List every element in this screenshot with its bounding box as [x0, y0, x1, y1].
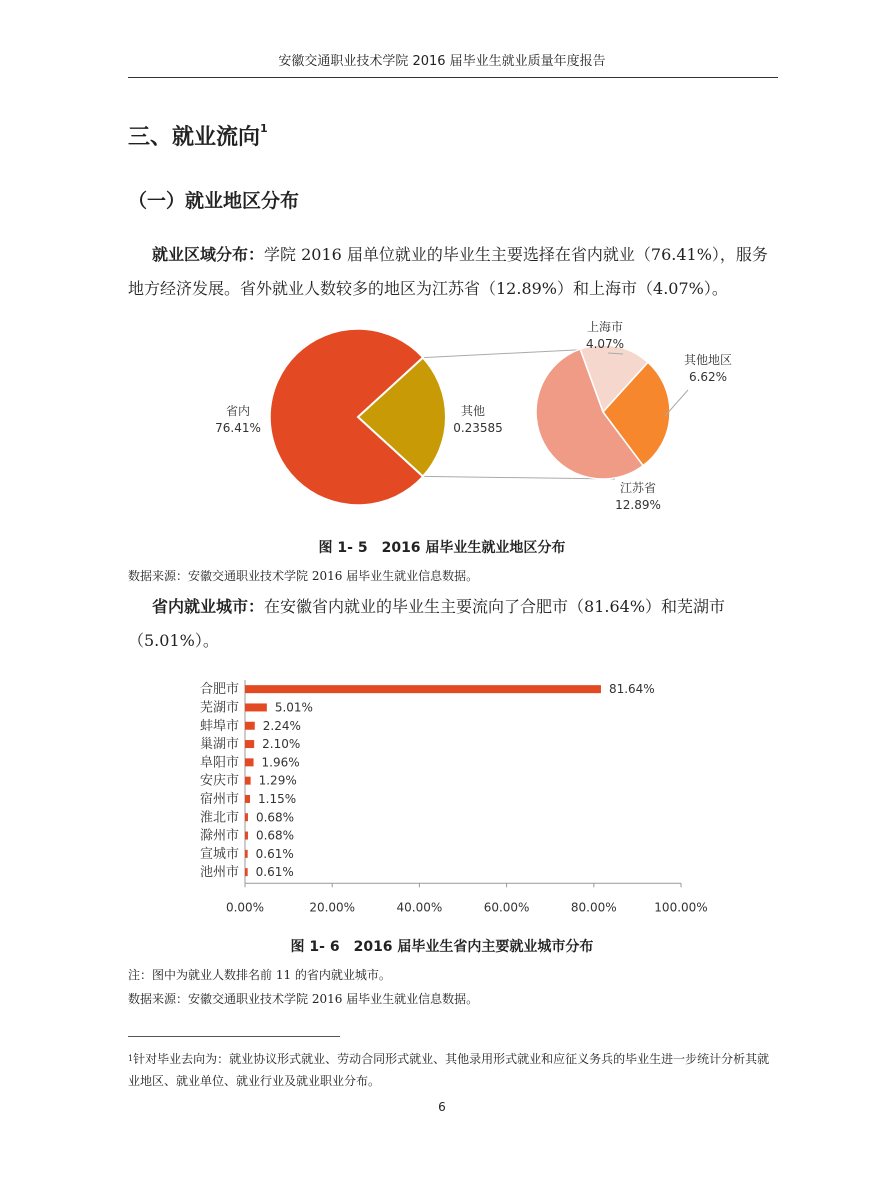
bar-category-label: 宣城市	[199, 846, 239, 862]
section-title: 三、就业流向$^1$	[128, 122, 268, 150]
bar-value-label: 1.29%	[258, 773, 297, 788]
city-bar-chart	[180, 674, 720, 914]
pie-label-other-regions: 其他地区	[683, 353, 733, 367]
x-tick-label: 100.00%	[654, 900, 708, 914]
x-tick-label: 0.00%	[225, 900, 265, 914]
x-tick-label: 80.00%	[570, 900, 617, 914]
pie-value-jiangsu: 12.89%	[615, 498, 661, 512]
bar-category-label: 蚌埠市	[199, 718, 239, 734]
pie-label-shanghai: 上海市	[586, 320, 624, 334]
x-tick-label: 60.00%	[483, 900, 530, 914]
pie-label-provincial: 省内	[225, 404, 251, 418]
paragraph-label: 就业区域分布：	[152, 245, 265, 264]
bar-value-label: 2.24%	[262, 718, 301, 733]
bar-category-label: 滁州市	[199, 828, 239, 844]
bar-value-label: 0.61%	[255, 846, 294, 861]
bar-value-label: 5.01%	[274, 700, 313, 715]
bar	[245, 868, 248, 876]
figure-5-source: 数据来源：安徽交通职业技术学院 2016 届毕业生就业信息数据。	[128, 569, 479, 583]
bar	[245, 795, 250, 803]
bar-value-label: 0.68%	[255, 810, 295, 825]
subsection-title: （一）就业地区分布	[128, 190, 300, 212]
paragraph-label: 省内就业城市：	[152, 597, 265, 616]
bar-category-label: 阜阳市	[199, 755, 239, 771]
x-tick-label: 40.00%	[396, 900, 443, 914]
footnote: $^1$针对毕业去向为：就业协议形式就业、劳动合同形式就业、其他录用形式就业和应征义务兵的毕业生进一步统计分析其就业地区、就业单位、就业行业及就业职业分布。	[128, 1052, 770, 1088]
bar	[245, 703, 267, 711]
paragraph-text: 学院 2016 届单位就业的毕业生主要选择在省内就业（76.41%），服务地方经济发展。省外就业人数较多的地区为江苏省（12.89%）和上海市（4.07%）。	[128, 245, 768, 298]
pie-value-other-regions: 6.62%	[688, 370, 728, 384]
bar	[245, 813, 248, 821]
bar-category-label: 淮北市	[199, 810, 239, 826]
pie-label-jiangsu: 江苏省	[619, 481, 657, 495]
figure-5-caption: 图 1- 5 2016 届毕业生就业地区分布	[318, 540, 566, 556]
bar-value-label: 1.96%	[261, 755, 300, 770]
bar-value-label: 81.64%	[608, 682, 655, 697]
bar-value-label: 2.10%	[262, 737, 301, 752]
bar	[245, 740, 254, 748]
bar	[245, 777, 251, 785]
footnote-ref[interactable]: 1	[260, 122, 268, 135]
bar-value-label: 0.68%	[255, 828, 295, 843]
footnote-rule	[128, 1036, 340, 1037]
bar-category-label: 安庆市	[199, 773, 239, 789]
bar-category-label: 宿州市	[199, 791, 239, 807]
bar-category-label: 合肥市	[199, 682, 239, 698]
paragraph-city	[128, 590, 778, 658]
pie-value-other: 0.23585	[453, 421, 503, 435]
bar	[245, 832, 248, 840]
region-pie-chart	[128, 312, 778, 522]
pie-label-other: 其他	[460, 404, 486, 418]
figure-6-source: 数据来源：安徽交通职业技术学院 2016 届毕业生就业信息数据。	[128, 992, 479, 1006]
bar-value-label: 0.61%	[255, 865, 294, 880]
running-header: 安徽交通职业技术学院 2016 届毕业生就业质量年度报告	[278, 54, 606, 69]
figure-6-note: 注：图中为就业人数排名前 11 的省内就业城市。	[128, 968, 391, 982]
bar-category-label: 巢湖市	[199, 737, 239, 753]
paragraph-text: 在安徽省内就业的毕业生主要流向了合肥市（81.64%）和芜湖市（5.01%）。	[128, 597, 726, 650]
bar	[245, 850, 248, 858]
bar-value-label: 1.15%	[258, 791, 297, 806]
pie-value-provincial: 76.41%	[215, 421, 261, 435]
page-number: 6	[438, 1100, 446, 1114]
pie-value-shanghai: 4.07%	[585, 337, 625, 351]
header-rule	[128, 77, 778, 78]
bar	[245, 685, 601, 693]
figure-6-caption: 图 1- 6 2016 届毕业生省内主要就业城市分布	[290, 939, 594, 955]
bar	[245, 722, 255, 730]
bar	[245, 758, 254, 766]
bar-category-label: 池州市	[199, 865, 239, 881]
paragraph-region	[128, 238, 778, 306]
bar-category-label: 芜湖市	[199, 700, 239, 716]
x-tick-label: 20.00%	[309, 900, 356, 914]
